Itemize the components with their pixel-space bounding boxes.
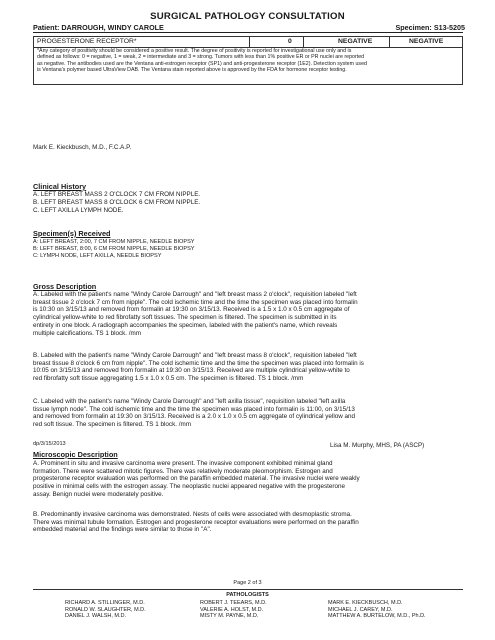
text-line: B. Predominantly invasive carcinoma was demonstrated. Nests of cells were associated with desmoplastic stroma. (33, 511, 352, 518)
text-line: formation. There were scattered mitotic figures. There was relatively moderate pleomorphism. Estrogen and (33, 467, 333, 475)
receptor-result-box (33, 36, 463, 85)
text-line: positive in minimal cells with the estrogen assay. The neoplastic nuclei appeared negative with the progesterone (33, 483, 345, 491)
text-line: tissue lymph node". The cold ischemic time and the time the specimen was placed into formalin is 11:00, on 3/15/13 (33, 405, 355, 413)
pathology-assistant: Lisa M. Murphy, MHS, PA (ASCP) (330, 442, 425, 449)
text-line: assay. Benign nuclei were moderately positive. (33, 490, 164, 498)
text-line: C. Labeled with the patient's name "Windy Carole Darrough" and "left axilla tissue", requisition labeled "left axilla (33, 398, 346, 405)
receptor-row (34, 37, 462, 48)
text-line: embedded material and the findings were similar to those in "A". (33, 526, 212, 534)
gross-paragraph-b (33, 352, 465, 383)
pathologist-name: VALERIE A. HOLST, M.D. (200, 606, 264, 613)
micro-paragraph-a (33, 460, 465, 499)
list-item: B: LEFT BREAST, 8:00, 6 CM FROM NIPPLE, NEEDLE BIOPSY (33, 246, 195, 252)
list-item: A. LEFT BREAST MASS 2 O'CLOCK 7 CM FROM NIPPLE. (33, 191, 201, 198)
text-line: breast tissue 2 o'clock 7 cm from nipple". The cold ischemic time and the time the specimen was placed into formalin (33, 298, 358, 306)
text-line: and removed from formalin at 19:30 on 3/15/13. Received is a 2.0 x 1.0 x 0.5 cm aggregate of cylindrical yellow and (33, 413, 356, 421)
receptor-result-2: NEGATIVE (409, 38, 444, 45)
pathologist-name: ROBERT J. TEEARS, M.D. (200, 600, 267, 606)
gross-description-heading: Gross Description (33, 282, 97, 291)
cell-divider (389, 37, 390, 47)
specimen-number: Specimen: S13-5205 (395, 23, 465, 32)
list-item: B. LEFT BREAST MASS 8 O'CLOCK 6 CM FROM NIPPLE. (33, 198, 201, 206)
clinical-history-list (33, 191, 200, 214)
text-line: A. Labeled with the patient's name "Windy Carole Darrough" and "left breast mass 2 o'clock", requisition labeled "left (33, 291, 357, 298)
footnote-line: *Any category of positivity should be considered a positive result. The degree of positivity is reported for investigational use only and is (37, 48, 352, 54)
text-line: red soft tissue. The specimen is filtered. TS 1 block. /mm (33, 421, 191, 429)
header-divider (33, 32, 463, 33)
pathologist-name: MICHAEL J. CAREY, M.D. (328, 606, 393, 613)
micro-paragraph-b (33, 511, 465, 534)
text-line: red fibrofatty soft tissue aggregating 1.5 x 1.0 x 0.5 cm. The specimen is filtered. TS 1 block. /mm (33, 375, 304, 383)
footnote-line: is Ventana's polymer based UltraView DAB. The Ventana stain reported above is approved by the FDA for hormone receptor testing. (37, 66, 347, 73)
list-item: C. LEFT AXILLA LYMPH NODE. (33, 206, 124, 214)
text-line: multiple calcifications. TS 1 block. /mm (33, 329, 142, 337)
pathologist-name: MARK E. KIECKBUSCH, M.D. (328, 600, 403, 606)
pathologists-column-2 (200, 600, 267, 620)
dictation-code: dp/3/15/2013 (33, 441, 66, 447)
page-number: Page 2 of 3 (233, 580, 262, 586)
microscopic-description-heading: Microscopic Description (33, 450, 118, 459)
receptor-footnote (37, 48, 462, 73)
pathologists-column-3 (328, 600, 426, 620)
text-line: progesterone receptor evaluation was performed on the paraffin embedded material. The invasive nuclei were weakly (33, 475, 360, 483)
cell-divider (303, 37, 304, 47)
receptor-label: PROGESTERONE RECEPTOR* (37, 38, 137, 45)
gross-paragraph-c (33, 398, 465, 429)
text-line: cylindrical yellow-white to red fibrofatty soft tissues. The specimen is filtered. The specimen is submitted in its (33, 314, 337, 322)
pathologists-heading: PATHOLOGISTS (226, 592, 269, 598)
list-item: A: LEFT BREAST, 2:00, 7 CM FROM NIPPLE, NEEDLE BIOPSY (33, 239, 195, 245)
pathologist-name: RICHARD A. STILLINGER, M.D. (65, 600, 145, 606)
text-line: breast tissue 8 o'clock 6 cm from nipple". The cold ischemic time and the time the specimen was placed into formalin is (33, 359, 364, 367)
pathologist-name: MATTHEW A. BURTELOW, M.D., Ph.D. (328, 613, 426, 620)
footer-divider (33, 589, 463, 590)
receptor-score: 0 (288, 38, 292, 45)
text-line: 10:05 on 3/15/13 and removed from formalin at 19:30 on 3/15/13. Received are multiple cylindrical yellow-white to (33, 367, 350, 375)
pathologists-column-1 (65, 600, 146, 620)
report-title: SURGICAL PATHOLOGY CONSULTATION (150, 11, 345, 22)
text-line: A. Prominent in situ and invasive carcinoma were present. The invasive component exhibited minimal gland (33, 460, 333, 467)
receptor-result-1: NEGATIVE (338, 38, 373, 45)
clinical-history-heading: Clinical History (33, 182, 87, 191)
text-line: B. Labeled with the patient's name "Windy Carole Darrough" and "left breast mass 8 o'clock", requisition labeled "left (33, 352, 357, 359)
text-line: is 10:30 on 3/15/13 and removed from formalin at 19:30 on 3/15/13. Received is a 1.5 x 1.0 x 0.5 cm aggregate of (33, 306, 350, 314)
text-line: entirety in one block. A radiograph accompanies the specimen, labeled with the patient's name, which reveals (33, 321, 338, 329)
pathologist-name: MISTY M. PAYNE, M.D. (200, 613, 259, 620)
pathologist-name: DANIEL J. WALSH, M.D. (65, 613, 127, 620)
specimens-received-list (33, 239, 195, 260)
footnote-line: defined as follows: 0 = negative, 1 = weak, 2 = intermediate and 3 = strong. Tumors with less than 1% positive ER or PR nuclei are reported (37, 54, 365, 61)
pathologist-name: RONALD W. SLAUGHTER, M.D. (65, 606, 146, 613)
signing-pathologist: Mark E. Kieckbusch, M.D., F.C.A.P. (33, 144, 132, 151)
patient-name: Patient: DARROUGH, WINDY CAROLE (33, 23, 164, 32)
list-item: C: LYMPH NODE, LEFT AXILLA, NEEDLE BIOPSY (33, 253, 162, 259)
gross-paragraph-a (33, 291, 465, 337)
specimens-received-heading: Specimen(s) Received (33, 229, 111, 238)
text-line: There was minimal tubule formation. Estrogen and progesterone receptor evaluations were performed on the paraffin (33, 518, 359, 526)
footnote-line: as negative. The antibodies used are the Ventana anti-estrogen receptor (SP1) and anti-progesterone receptor (1E2). Detection system used (37, 60, 367, 67)
cell-divider (249, 37, 250, 47)
